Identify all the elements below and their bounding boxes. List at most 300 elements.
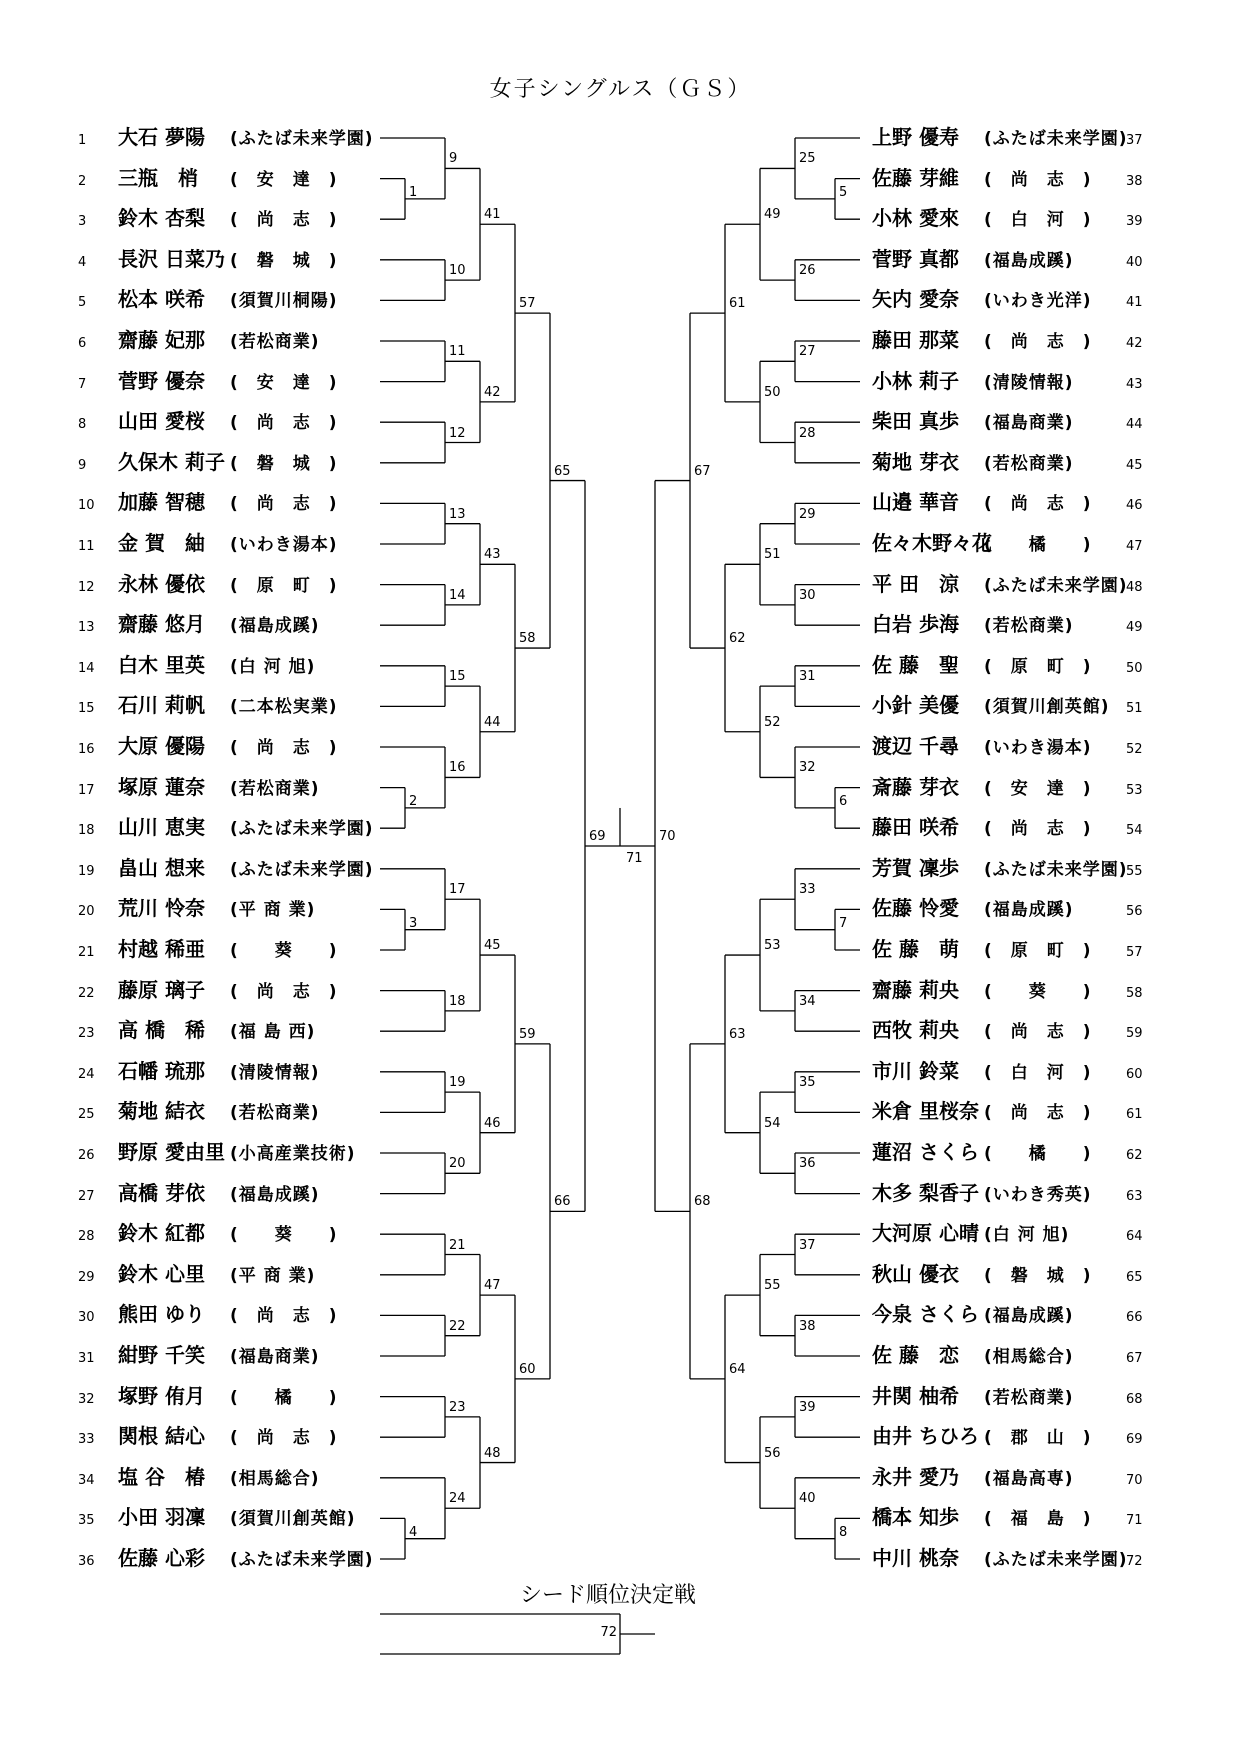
match-number-29: 29 [799,506,816,522]
player-number: 38 [1126,173,1143,189]
match-number-49: 49 [764,207,781,223]
player-school: ( 橘 ) [230,1387,338,1408]
match-number-63: 63 [729,1026,746,1042]
player-number: 23 [78,1026,95,1042]
player-number: 71 [1126,1513,1143,1529]
match-number-20: 20 [449,1156,466,1172]
player-entry [78,813,378,841]
player-school: ( 安 達 ) [984,778,1092,799]
player-school: ( 尚 志 ) [230,210,338,231]
player-number: 26 [78,1148,95,1163]
player-name: 石川 莉帆 [118,693,205,718]
player-school: ( 尚 志 ) [984,494,1092,515]
match-number-47: 47 [484,1278,501,1294]
match-number-69: 69 [589,828,606,844]
player-school: ( 原 町 ) [984,656,1092,677]
player-school: (若松商業) [230,1103,320,1124]
player-school: ( 葵 ) [984,981,1092,1002]
player-entry [872,570,1172,598]
match-number-51: 51 [764,547,781,563]
player-entry [872,732,1172,760]
player-entry [78,1138,378,1166]
player-entry [872,976,1172,1004]
player-number: 22 [78,985,95,1001]
player-name: 藤田 咲希 [872,815,959,840]
player-school: (ふたば未来学園) [230,1550,374,1570]
player-number: 51 [1126,701,1143,717]
player-number: 9 [78,457,87,473]
match-number-39: 39 [799,1399,816,1415]
player-school: (平 商 業) [230,900,316,921]
player-name: 塩 谷 椿 [118,1464,205,1489]
player-school: (須賀川創英館) [230,1509,356,1530]
player-name: 佐藤 芽維 [872,165,959,190]
page-title: 女子シングルス（ＧＳ） [489,77,752,102]
player-school: ( 尚 志 ) [984,169,1092,190]
player-entry [78,1544,378,1572]
player-school: (清陵情報) [230,1062,320,1083]
match-number-41: 41 [484,207,501,223]
player-number: 52 [1126,742,1143,757]
match-number-60: 60 [519,1361,536,1377]
player-name: 佐 藤 恋 [872,1343,959,1367]
match-number-17: 17 [449,882,466,898]
player-number: 34 [78,1472,95,1488]
player-school: (福島高専) [984,1468,1074,1489]
player-entry [872,164,1172,192]
match-number-44: 44 [484,714,501,730]
player-entry [872,610,1172,638]
match-number-12: 12 [449,425,466,441]
player-number: 45 [1126,457,1143,473]
player-name: 中川 桃奈 [872,1546,959,1570]
player-number: 59 [1126,1026,1143,1042]
player-entry [78,691,378,719]
player-number: 67 [1126,1351,1143,1366]
match-number-59: 59 [519,1026,536,1042]
player-entry [78,367,378,395]
match-number-70: 70 [659,828,676,844]
player-name: 佐藤 怜愛 [872,896,959,921]
player-entry [78,1300,378,1328]
match-number-4: 4 [409,1524,418,1540]
player-school: (白 河 旭) [230,656,316,677]
player-name: 佐藤 心彩 [118,1546,205,1570]
player-school: (福島成蹊) [230,1184,320,1205]
player-school: ( 尚 志 ) [984,332,1092,352]
player-entry [872,529,1172,557]
player-number: 41 [1126,295,1143,311]
player-entry [872,1219,1172,1247]
match-number-67: 67 [694,463,711,479]
match-number-52: 52 [764,714,781,730]
player-number: 40 [1126,254,1143,270]
player-entry [78,1057,378,1085]
player-school: (福島商業) [230,1347,320,1367]
player-school: ( 尚 志 ) [984,819,1092,840]
player-name: 白木 里英 [118,652,205,677]
match-number-7: 7 [839,915,848,931]
player-number: 1 [78,133,87,148]
match-number-5: 5 [839,184,848,200]
player-name: 西牧 莉央 [872,1018,959,1043]
player-name: 大原 優陽 [118,734,205,758]
player-number: 65 [1126,1269,1143,1285]
match-number-57: 57 [519,296,536,312]
match-number-8: 8 [839,1524,848,1540]
player-name: 井関 柚希 [872,1383,959,1408]
player-entry [78,285,378,313]
player-name: 紺野 千笑 [118,1343,205,1367]
player-name: 藤原 璃子 [118,977,205,1002]
match-number-13: 13 [449,506,466,522]
player-name: 関根 結心 [118,1424,205,1449]
player-name: 大河原 心晴 [872,1221,979,1246]
player-name: 今泉 さくら [872,1302,979,1327]
player-number: 6 [78,336,87,351]
player-number: 33 [78,1432,95,1448]
player-entry [872,1463,1172,1491]
player-school: ( 福 島 ) [984,1509,1092,1530]
player-entry [78,894,378,922]
player-name: 石幡 琉那 [118,1058,205,1083]
player-name: 佐 藤 萌 [872,937,959,961]
player-number: 5 [78,295,87,311]
player-number: 10 [78,498,95,514]
match-number-54: 54 [764,1115,781,1131]
player-number: 64 [1126,1229,1143,1245]
match-number-35: 35 [799,1075,816,1091]
player-school: ( 尚 志 ) [230,981,338,1002]
player-entry [872,1341,1172,1369]
player-school: (ふたば未来学園) [984,1550,1128,1570]
match-number-61: 61 [729,296,746,312]
match-number-9: 9 [449,151,458,167]
player-number: 57 [1126,945,1143,960]
player-entry [78,935,378,963]
player-name: 鈴木 杏梨 [118,206,205,231]
player-school: ( 原 町 ) [230,575,338,596]
player-number: 58 [1126,985,1143,1001]
player-entry [872,894,1172,922]
player-name: 由井 ちひろ [872,1424,979,1449]
player-entry [872,935,1172,963]
player-number: 43 [1126,376,1143,392]
player-number: 18 [78,823,95,839]
player-school: ( 白 河 ) [984,210,1092,231]
player-name: 鈴木 紅都 [118,1221,205,1246]
player-school: (若松商業) [984,616,1074,637]
player-name: 佐 藤 聖 [872,652,959,677]
player-school: (いわき光洋) [984,291,1092,312]
player-name: 秋山 優衣 [872,1261,959,1286]
player-number: 11 [78,539,95,554]
player-number: 32 [78,1391,95,1407]
player-number: 50 [1126,660,1143,676]
player-number: 12 [78,579,95,595]
player-name: 菊地 芽衣 [872,449,959,474]
player-entry [78,1382,378,1410]
player-name: 齋藤 悠月 [118,612,205,637]
player-entry [872,1138,1172,1166]
match-number-27: 27 [799,344,816,360]
player-entry [78,448,378,476]
match-number-36: 36 [799,1156,816,1172]
player-name: 小田 羽凜 [118,1505,205,1530]
player-name: 高橋 芽依 [118,1180,205,1205]
player-number: 3 [78,214,87,230]
player-number: 20 [78,904,95,920]
match-number-68: 68 [694,1194,711,1210]
player-number: 72 [1126,1554,1143,1569]
match-number-33: 33 [799,882,816,898]
player-name: 蓮沼 さくら [872,1140,979,1164]
player-number: 39 [1126,214,1143,230]
match-number-19: 19 [449,1075,466,1091]
player-number: 61 [1126,1107,1143,1123]
player-school: ( 磐 城 ) [984,1265,1092,1286]
player-school: ( 橘 ) [984,1144,1092,1164]
match-number-15: 15 [449,669,466,685]
player-entry [872,1097,1172,1125]
player-name: 菅野 真都 [872,246,959,271]
match-number-3: 3 [409,915,418,931]
player-name: 久保木 莉子 [118,449,225,474]
player-entry [78,1219,378,1247]
player-entry [872,1260,1172,1288]
player-number: 8 [78,417,87,433]
player-school: (小高産業技術) [230,1144,356,1164]
player-name: 斎藤 芽衣 [872,774,959,799]
match-number-43: 43 [484,547,501,563]
player-number: 66 [1126,1310,1143,1326]
player-school: (福島成蹊) [230,616,320,637]
player-name: 渡辺 千尋 [872,734,959,758]
player-number: 35 [78,1513,95,1529]
player-entry [78,488,378,516]
player-entry [872,1544,1172,1572]
match-number-21: 21 [449,1237,466,1253]
match-number-31: 31 [799,669,816,685]
player-name: 上野 優寿 [872,125,959,149]
player-entry [78,164,378,192]
player-name: 熊田 ゆり [118,1302,205,1327]
player-number: 54 [1126,823,1143,839]
player-number: 53 [1126,782,1143,798]
player-entry [78,773,378,801]
player-school: ( 安 達 ) [230,169,338,190]
player-entry [78,570,378,598]
player-number: 47 [1126,539,1143,554]
player-number: 7 [78,376,87,392]
player-school: ( 郡 山 ) [984,1428,1092,1449]
player-school: (いわき湯本) [230,535,338,555]
player-number: 48 [1126,579,1143,595]
player-school: ( 白 河 ) [984,1062,1092,1083]
player-school: ( 尚 志 ) [230,1428,338,1449]
player-school: (福 島 西) [230,1022,316,1043]
player-number: 28 [78,1229,95,1245]
player-entry [872,773,1172,801]
player-entry [872,367,1172,395]
player-entry [78,1422,378,1450]
player-entry [872,1016,1172,1044]
player-school: (ふたば未来学園) [984,575,1128,596]
player-name: 塚野 侑月 [118,1383,205,1408]
player-name: 佐々木野々花 [872,531,992,555]
player-entry [872,488,1172,516]
player-number: 69 [1126,1432,1143,1448]
player-school: (若松商業) [230,332,320,352]
player-name: 小針 美優 [872,693,959,718]
player-name: 柴田 真歩 [872,409,959,434]
player-entry [872,1422,1172,1450]
player-entry [78,732,378,760]
player-entry [78,407,378,435]
player-name: 齋藤 妃那 [118,328,205,352]
player-number: 49 [1126,620,1143,636]
player-name: 菊地 結衣 [118,1099,205,1124]
player-name: 白岩 歩海 [872,612,959,637]
match-number-50: 50 [764,384,781,400]
player-entry [872,854,1172,882]
match-number-48: 48 [484,1445,501,1461]
player-number: 29 [78,1269,95,1285]
match-number-40: 40 [799,1491,816,1507]
player-number: 4 [78,254,87,270]
match-number-42: 42 [484,384,501,400]
player-entry [78,651,378,679]
player-school: ( 磐 城 ) [230,250,338,271]
player-entry [872,1300,1172,1328]
player-name: 三瓶 梢 [118,165,198,190]
match-number-72: 72 [600,1625,617,1640]
player-name: 木多 梨香子 [872,1180,979,1205]
player-number: 56 [1126,904,1143,920]
player-entry [78,1341,378,1369]
player-name: 小林 莉子 [872,368,959,393]
player-school: (相馬総合) [984,1347,1074,1367]
player-school: ( 葵 ) [230,941,338,961]
match-number-45: 45 [484,938,501,954]
player-number: 63 [1126,1188,1143,1204]
player-entry [872,326,1172,354]
player-number: 30 [78,1310,95,1326]
match-number-55: 55 [764,1278,781,1294]
match-number-46: 46 [484,1115,501,1131]
seed-playoff-title: シード順位決定戦 [520,1583,697,1608]
match-number-56: 56 [764,1445,781,1461]
player-school: (福島成蹊) [984,900,1074,921]
player-number: 19 [78,863,95,879]
player-school: ( 尚 志 ) [984,1103,1092,1124]
player-school: (若松商業) [984,1387,1074,1408]
player-entry [872,1503,1172,1531]
match-number-6: 6 [839,793,848,809]
match-number-65: 65 [554,463,571,479]
player-name: 永林 優依 [118,571,205,596]
player-name: 加藤 智穂 [118,490,205,515]
player-number: 2 [78,173,87,189]
player-school: (若松商業) [984,453,1074,474]
player-number: 60 [1126,1066,1143,1082]
match-number-62: 62 [729,631,746,647]
player-school: (ふたば未来学園) [230,859,374,880]
player-entry [872,651,1172,679]
player-school: (福島成蹊) [984,1306,1074,1327]
player-entry [872,813,1172,841]
player-school: (須賀川桐陽) [230,291,338,312]
player-name: 松本 咲希 [118,287,205,312]
player-name: 永井 愛乃 [872,1464,959,1489]
player-name: 山邉 華音 [872,490,959,515]
player-school: ( 橘 ) [984,535,1092,555]
player-school: ( 磐 城 ) [230,453,338,474]
player-school: (平 商 業) [230,1265,316,1286]
player-entry [872,1057,1172,1085]
match-number-1: 1 [409,184,418,200]
player-number: 55 [1126,863,1143,879]
player-school: (若松商業) [230,778,320,799]
match-number-24: 24 [449,1491,466,1507]
player-entry [872,407,1172,435]
player-name: 菅野 優奈 [118,368,205,393]
player-number: 31 [78,1351,95,1366]
match-number-2: 2 [409,793,418,809]
player-school: (白 河 旭) [984,1225,1070,1246]
player-school: ( 尚 志 ) [230,413,338,434]
player-number: 42 [1126,336,1143,351]
player-school: ( 安 達 ) [230,372,338,393]
match-number-66: 66 [554,1194,571,1210]
player-number: 15 [78,701,95,717]
player-name: 荒川 怜奈 [118,896,205,921]
player-number: 13 [78,620,95,636]
player-school: (相馬総合) [230,1468,320,1489]
player-school: (ふたば未来学園) [984,129,1128,149]
player-name: 村越 稀亜 [118,937,205,961]
player-name: 矢内 愛奈 [872,287,959,312]
player-entry [78,854,378,882]
player-name: 鈴木 心里 [118,1261,205,1286]
player-number: 37 [1126,133,1143,148]
match-number-30: 30 [799,587,816,603]
player-name: 畠山 想来 [118,855,205,880]
player-entry [872,691,1172,719]
player-entry [872,245,1172,273]
player-number: 25 [78,1107,95,1123]
player-entry [872,1382,1172,1410]
player-school: (須賀川創英館) [984,697,1110,718]
player-number: 70 [1126,1472,1143,1488]
match-number-11: 11 [449,344,466,360]
player-name: 市川 鈴菜 [872,1058,959,1083]
player-number: 21 [78,945,95,960]
player-name: 藤田 那菜 [872,328,959,352]
match-number-32: 32 [799,760,816,776]
player-number: 62 [1126,1148,1143,1163]
match-number-38: 38 [799,1318,816,1334]
match-number-53: 53 [764,938,781,954]
player-name: 芳賀 凜歩 [872,855,959,880]
player-school: (福島商業) [984,413,1074,434]
player-entry [78,1463,378,1491]
player-entry [78,123,378,151]
player-entry [872,1179,1172,1207]
player-name: 齋藤 莉央 [872,977,959,1002]
player-school: (ふたば未来学園) [230,129,374,149]
player-number: 14 [78,660,95,676]
